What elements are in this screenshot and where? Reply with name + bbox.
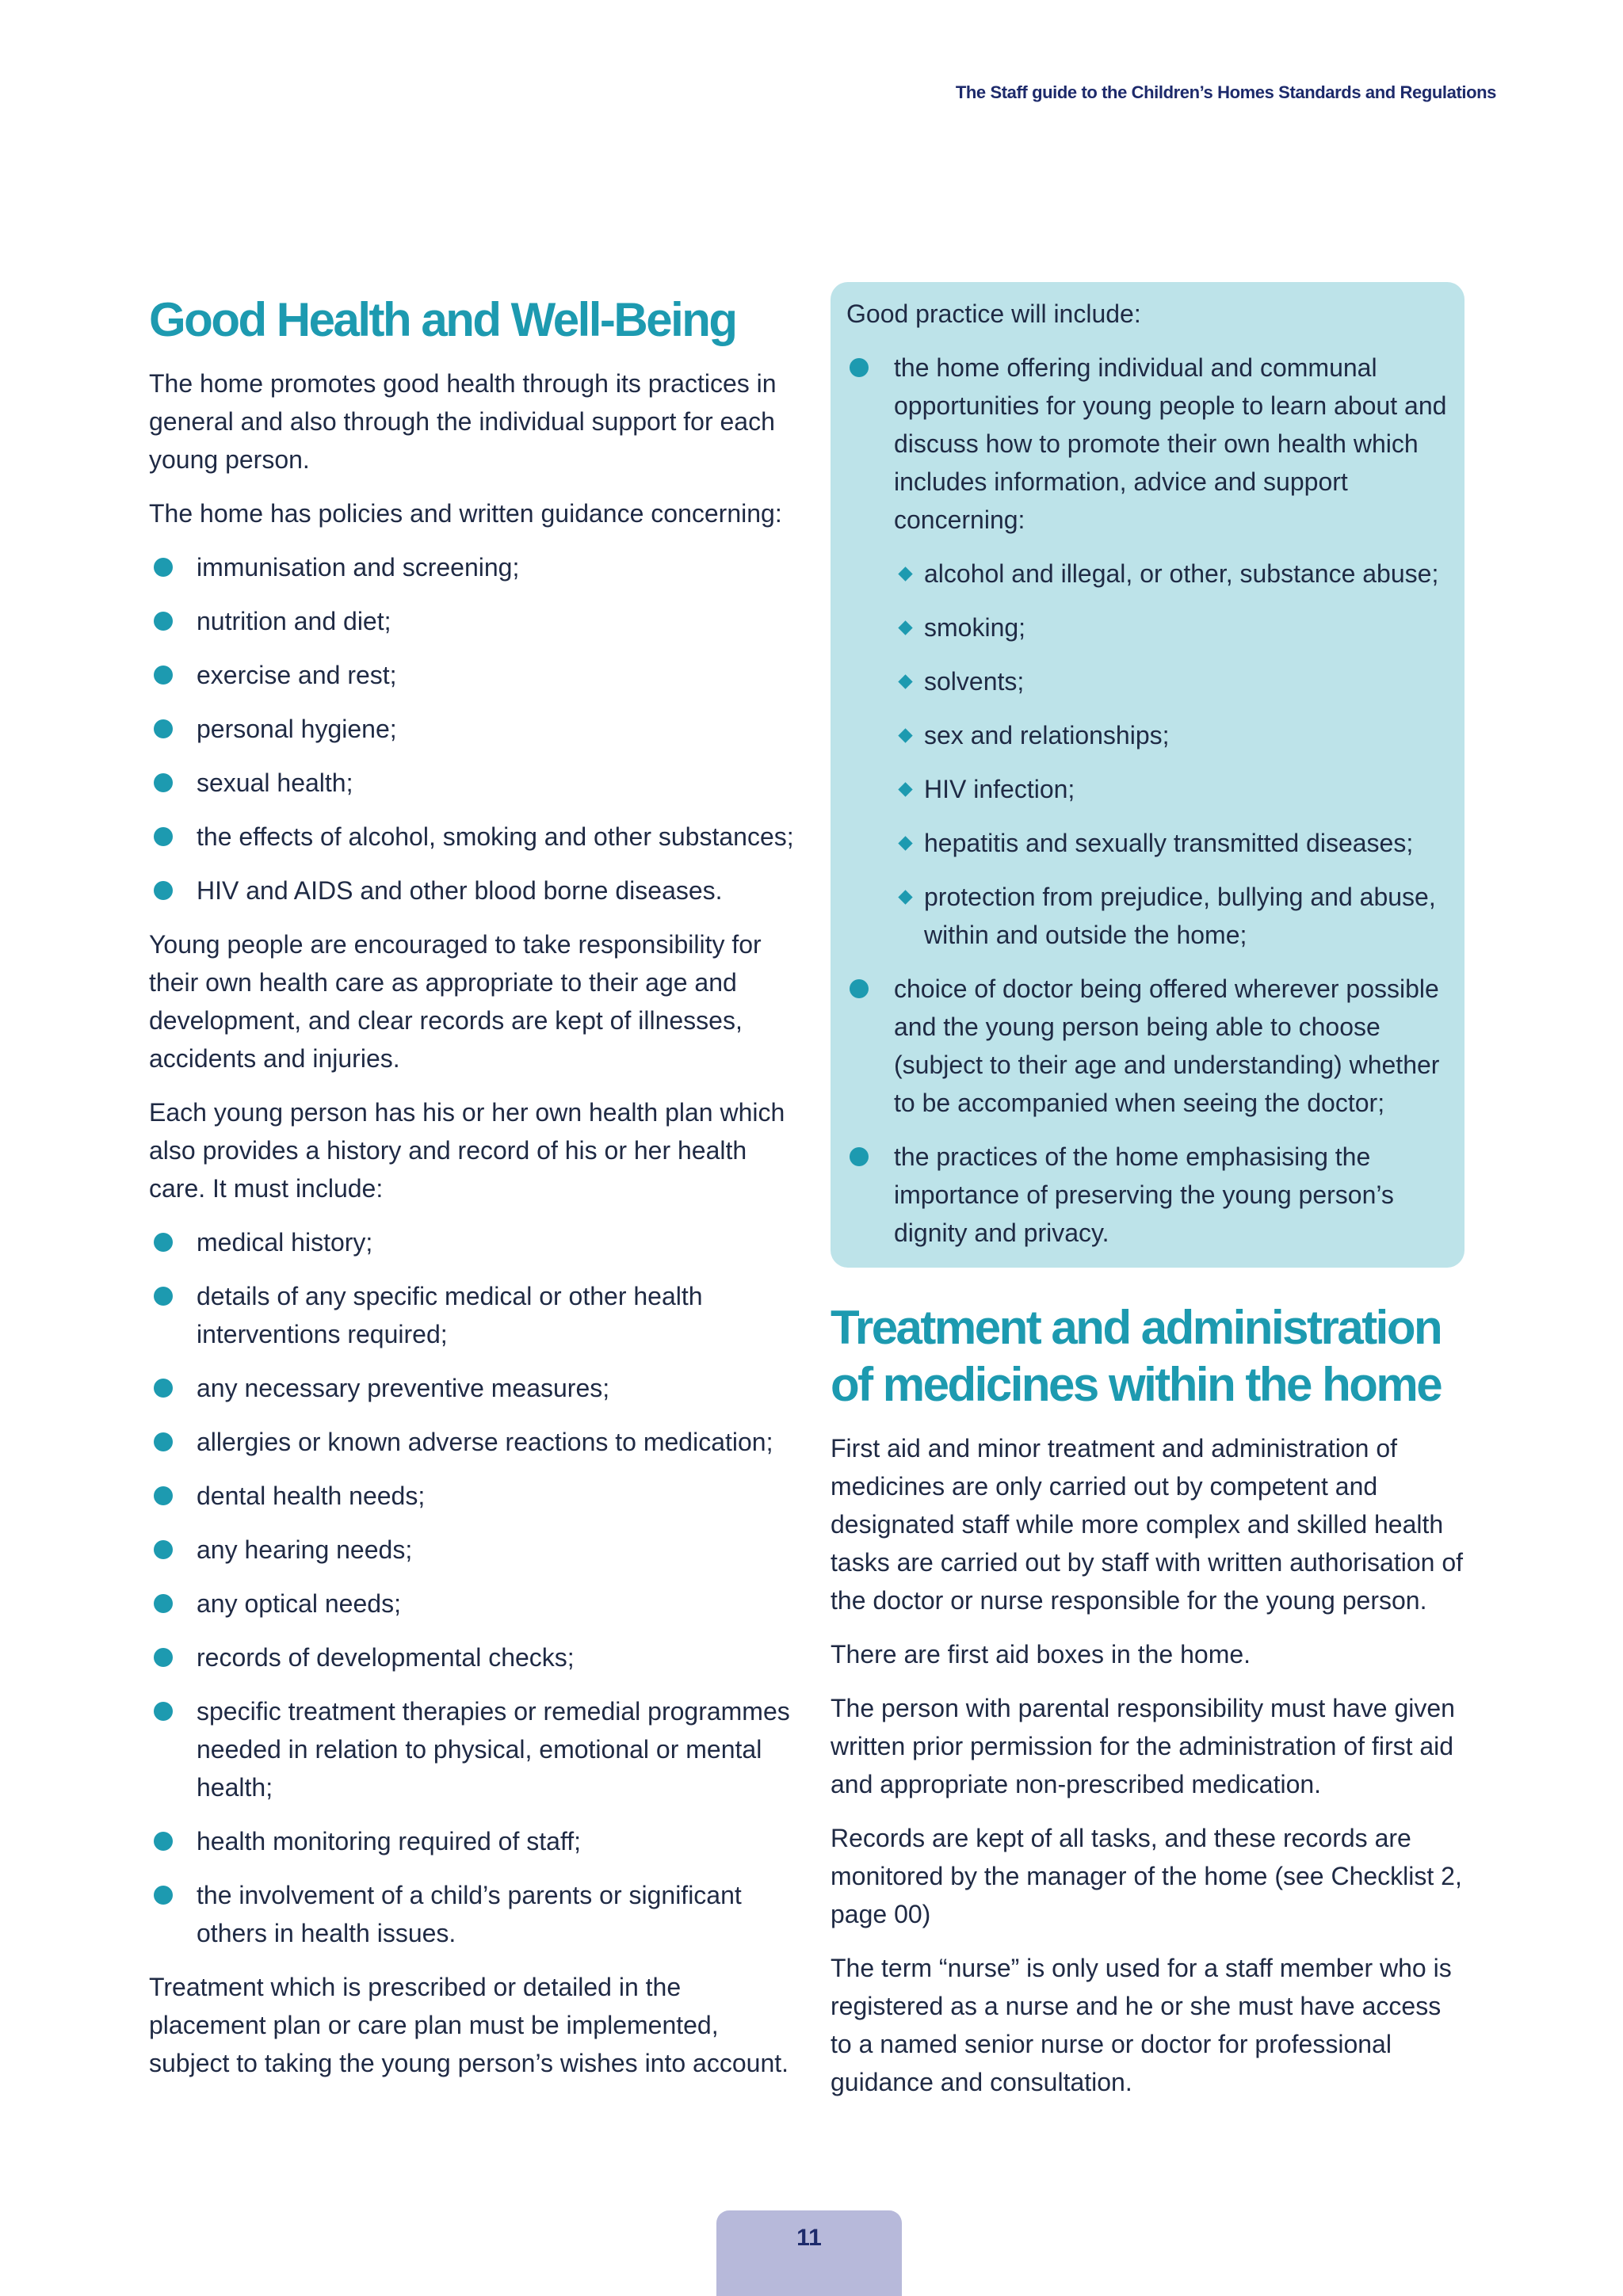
first-aid-boxes-paragraph: There are first aid boxes in the home. — [831, 1640, 1251, 1669]
good-health-heading: Good Health and Well-Being — [149, 293, 736, 346]
health-plan-list — [149, 1223, 794, 1952]
list-item: health monitoring required of staff; — [149, 1822, 794, 1860]
list-item: dental health needs; — [149, 1477, 794, 1515]
sub-list-item: protection from prejudice, bullying and abuse, within and outside the home; — [894, 878, 1447, 954]
list-item: sexual health; — [149, 764, 794, 802]
sub-list-item: alcohol and illegal, or other, substance abuse; — [894, 555, 1447, 593]
page-number: 11 — [716, 2210, 902, 2296]
bullet-icon — [154, 1594, 173, 1613]
list-item: any necessary preventive measures; — [149, 1369, 794, 1407]
list-item: nutrition and diet; — [149, 602, 794, 640]
list-item: the home offering individual and communal opportunities for young people to learn about and discuss how to promote their own health which includes information, advice and support concerning: alcohol and illegal, or other, substance abuse; smoking; solvents; sex and relationships; HIV infection; hepatitis and sexually transmitted diseases; protection from prejudice, bullying and abuse, within and outside the home; — [846, 349, 1447, 954]
bullet-icon — [154, 881, 173, 900]
bullet-icon — [154, 558, 173, 577]
left-column — [149, 292, 794, 2098]
responsibility-paragraph: Young people are encouraged to take responsibility for their own health care as appropriate to their age and development, and clear records are kept of illnesses, accidents and injuries. — [149, 930, 762, 1073]
bullet-icon — [154, 1287, 173, 1306]
list-item: personal hygiene; — [149, 710, 794, 748]
list-item: the practices of the home emphasising the importance of preserving the young person’s dignity and privacy. — [846, 1138, 1447, 1252]
list-item: choice of doctor being offered wherever possible and the young person being able to choose (subject to their age and understanding) whether to be accompanied when seeing the doctor; — [846, 970, 1447, 1122]
policies-list — [149, 548, 794, 910]
bullet-icon — [154, 719, 173, 738]
records-paragraph: Records are kept of all tasks, and these records are monitored by the manager of the home (see Checklist 2, page 00) — [831, 1824, 1462, 1928]
sub-list-item: solvents; — [894, 662, 1447, 700]
running-header: The Staff guide to the Children’s Homes Standards and Regulations — [955, 82, 1496, 102]
list-item: the effects of alcohol, smoking and other substances; — [149, 818, 794, 856]
first-aid-paragraph: First aid and minor treatment and administration of medicines are only carried out by competent and designated staff while more complex and skilled health tasks are carried out by staff with written authorisation of the doctor or nurse responsible for the young person. — [831, 1434, 1464, 1615]
right-column — [831, 282, 1465, 2117]
list-item: specific treatment therapies or remedial programmes needed in relation to physical, emotional or mental health; — [149, 1692, 794, 1806]
sub-list-item: HIV infection; — [894, 770, 1447, 808]
intro-paragraph: The home promotes good health through its practices in general and also through the individual support for each young person. — [149, 369, 777, 474]
list-item: the involvement of a child’s parents or significant others in health issues. — [149, 1876, 794, 1952]
list-item: HIV and AIDS and other blood borne diseases. — [149, 871, 794, 910]
diamond-bullet-icon — [898, 728, 912, 742]
good-practice-title: Good practice will include: — [846, 299, 1141, 328]
bullet-icon — [850, 358, 869, 377]
bullet-icon — [154, 1702, 173, 1721]
diamond-bullet-icon — [898, 674, 912, 688]
sub-list-item: hepatitis and sexually transmitted diseases; — [894, 824, 1447, 862]
good-practice-box — [831, 282, 1465, 1268]
bullet-icon — [154, 1432, 173, 1451]
diamond-bullet-icon — [898, 836, 912, 850]
bullet-icon — [154, 612, 173, 631]
list-item: medical history; — [149, 1223, 794, 1261]
treatment-paragraph: Treatment which is prescribed or detailed in the placement plan or care plan must be implemented, subject to taking the young person’s wishes into account. — [149, 1973, 789, 2077]
list-item: immunisation and screening; — [149, 548, 794, 586]
health-plan-intro: Each young person has his or her own health plan which also provides a history and record of his or her health care. It must include: — [149, 1098, 785, 1203]
bullet-icon — [154, 827, 173, 846]
diamond-bullet-icon — [898, 566, 912, 581]
diamond-bullet-icon — [898, 890, 912, 904]
bullet-icon — [154, 1832, 173, 1851]
bullet-icon — [154, 1233, 173, 1252]
health-topics-list — [894, 555, 1447, 954]
list-item: any hearing needs; — [149, 1531, 794, 1569]
list-item: any optical needs; — [149, 1585, 794, 1623]
list-item: allergies or known adverse reactions to medication; — [149, 1423, 794, 1461]
bullet-icon — [850, 1147, 869, 1166]
bullet-icon — [154, 1648, 173, 1667]
permission-paragraph: The person with parental responsibility must have given written prior permission for the administration of first aid and appropriate non-prescribed medication. — [831, 1694, 1455, 1798]
bullet-icon — [154, 666, 173, 685]
list-item: records of developmental checks; — [149, 1638, 794, 1676]
medicines-heading: Treatment and administration of medicines within the home — [831, 1301, 1442, 1411]
bullet-icon — [154, 1540, 173, 1559]
bullet-icon — [154, 1886, 173, 1905]
list-item: details of any specific medical or other health interventions required; — [149, 1277, 794, 1353]
nurse-paragraph: The term “nurse” is only used for a staff member who is registered as a nurse and he or she must have access to a named senior nurse or doctor for professional guidance and consultation. — [831, 1954, 1452, 2096]
sub-list-item: sex and relationships; — [894, 716, 1447, 754]
policies-intro: The home has policies and written guidance concerning: — [149, 499, 782, 528]
bullet-icon — [154, 1379, 173, 1398]
diamond-bullet-icon — [898, 782, 912, 796]
list-item: exercise and rest; — [149, 656, 794, 694]
diamond-bullet-icon — [898, 620, 912, 635]
bullet-icon — [154, 773, 173, 792]
sub-list-item: smoking; — [894, 608, 1447, 646]
bullet-icon — [154, 1486, 173, 1505]
bullet-icon — [850, 979, 869, 998]
good-practice-list — [846, 349, 1447, 1252]
